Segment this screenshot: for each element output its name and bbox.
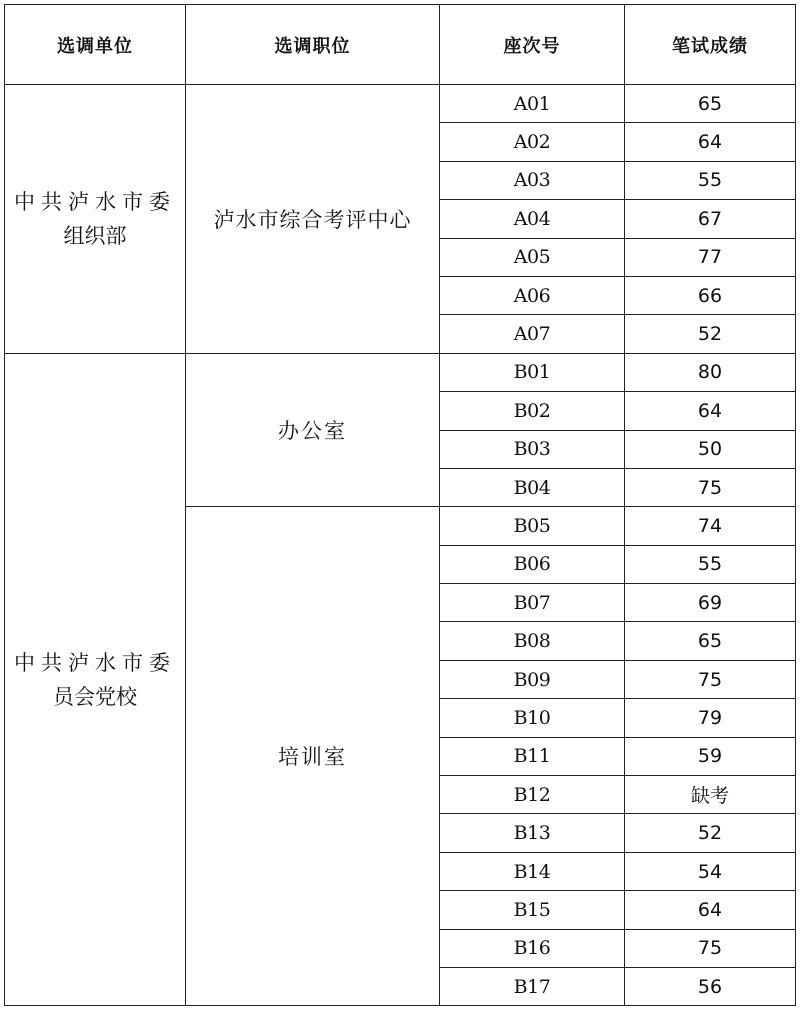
table-row: [5, 85, 796, 123]
seat-cell: B17: [440, 967, 625, 1005]
score-cell: 55: [625, 545, 796, 583]
seat-cell: B01: [440, 353, 625, 391]
score-cell: 52: [625, 315, 796, 353]
seat-cell: B10: [440, 699, 625, 737]
score-cell: 54: [625, 852, 796, 890]
score-cell: 65: [625, 85, 796, 123]
seat-cell: B02: [440, 392, 625, 430]
score-cell: 74: [625, 507, 796, 545]
score-cell: 79: [625, 699, 796, 737]
score-cell: 69: [625, 584, 796, 622]
unit-party-school: [5, 353, 186, 1006]
header-position: 选调职位: [186, 5, 440, 85]
seat-cell: B14: [440, 852, 625, 890]
position-training: 培训室: [186, 507, 440, 1006]
seat-cell: B11: [440, 737, 625, 775]
seat-cell: B03: [440, 430, 625, 468]
seat-cell: B08: [440, 622, 625, 660]
table-row: [5, 353, 796, 391]
score-cell: 50: [625, 430, 796, 468]
header-row: [5, 5, 796, 85]
seat-cell: B09: [440, 660, 625, 698]
seat-cell: A02: [440, 123, 625, 161]
score-cell: 缺考: [625, 776, 796, 814]
score-cell: 59: [625, 737, 796, 775]
score-cell: 52: [625, 814, 796, 852]
score-cell: 55: [625, 161, 796, 199]
score-cell: 56: [625, 967, 796, 1005]
score-cell: 65: [625, 622, 796, 660]
header-unit: 选调单位: [5, 5, 186, 85]
position-evaluation-center: 泸水市综合考评中心: [186, 85, 440, 354]
unit-organization-dept: [5, 85, 186, 354]
seat-cell: B06: [440, 545, 625, 583]
seat-cell: B16: [440, 929, 625, 967]
score-cell: 75: [625, 929, 796, 967]
score-cell: 64: [625, 123, 796, 161]
seat-cell: A04: [440, 200, 625, 238]
seat-cell: B12: [440, 776, 625, 814]
score-cell: 75: [625, 660, 796, 698]
seat-cell: A05: [440, 238, 625, 276]
score-cell: 66: [625, 276, 796, 314]
position-office: 办公室: [186, 353, 440, 507]
score-cell: 80: [625, 353, 796, 391]
unit-line: 中共泸水市委: [14, 189, 176, 214]
score-cell: 64: [625, 392, 796, 430]
score-cell: 77: [625, 238, 796, 276]
results-table: [4, 4, 796, 1006]
unit-line: 中共泸水市委: [14, 650, 176, 675]
header-seat: 座次号: [440, 5, 625, 85]
seat-cell: A06: [440, 276, 625, 314]
seat-cell: B13: [440, 814, 625, 852]
score-cell: 64: [625, 891, 796, 929]
seat-cell: B04: [440, 468, 625, 506]
seat-cell: B07: [440, 584, 625, 622]
seat-cell: A07: [440, 315, 625, 353]
seat-cell: B15: [440, 891, 625, 929]
score-cell: 67: [625, 200, 796, 238]
unit-line: 员会党校: [53, 684, 137, 709]
seat-cell: A03: [440, 161, 625, 199]
seat-cell: A01: [440, 85, 625, 123]
score-cell: 75: [625, 468, 796, 506]
seat-cell: B05: [440, 507, 625, 545]
unit-line: 组织部: [63, 223, 127, 248]
header-score: 笔试成绩: [625, 5, 796, 85]
